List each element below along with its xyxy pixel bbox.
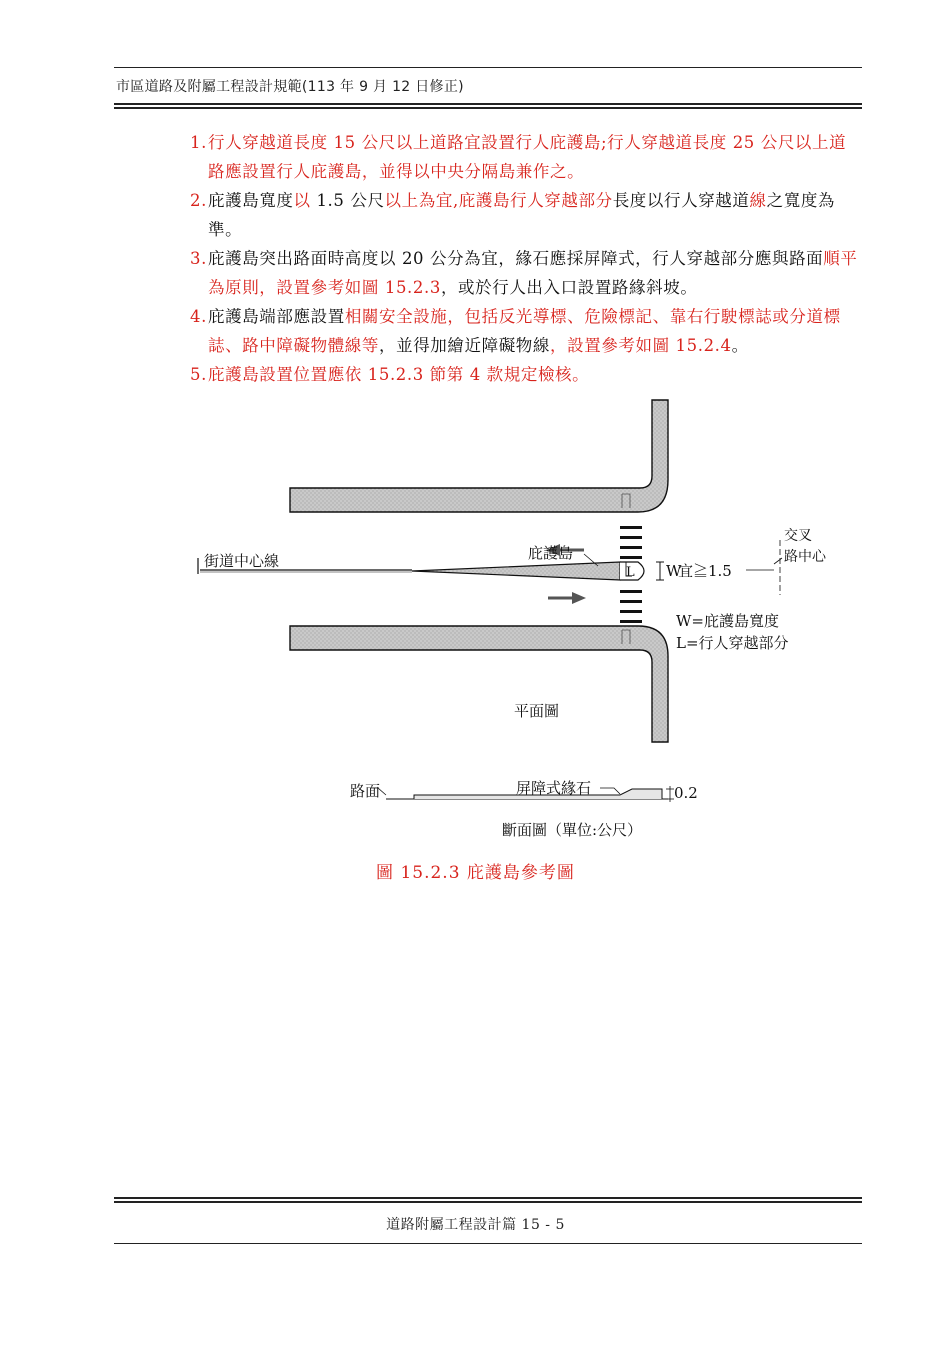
label-width: W [666, 562, 682, 580]
requirement-list [190, 128, 860, 389]
label-intersection-1: 交叉 [784, 528, 812, 544]
text-run: 線 [749, 191, 767, 210]
item-number: 2. [190, 191, 207, 210]
text-run: 以 [293, 191, 311, 210]
footer-rule-thick-top [114, 1197, 862, 1199]
list-item [190, 302, 860, 360]
text-run: 庇護島設置位置應依 15.2.3 節第 4 款規定檢核。 [208, 365, 590, 384]
text-run: 庇護島寬度 [208, 191, 294, 210]
traffic-arrow-right [548, 592, 586, 604]
label-intersection-2: 路中心 [784, 549, 826, 565]
text-run: 相關安全設施，包括反光導標、危險標記、靠右行駛標誌或分道標誌、路中障礙物體線等 [208, 307, 841, 355]
label-height: 0.2 [674, 784, 698, 802]
text-run: 順平 [823, 249, 858, 268]
item-text [208, 249, 858, 297]
plan-title: 平面圖 [514, 702, 560, 720]
item-text [208, 365, 589, 384]
item-text [208, 133, 846, 181]
refuge-island-shape [412, 562, 644, 580]
bottom-sidewalk [290, 626, 668, 742]
text-run: 1.5 公尺 [310, 191, 385, 210]
header-rule-thick-top [114, 103, 862, 105]
text-run: 庇護島端部應設置 [208, 307, 345, 326]
refuge-island-drawing [180, 390, 826, 850]
legend-w: W=庇護島寬度 [676, 612, 779, 630]
item-number: 1. [190, 133, 207, 152]
label-road-surface: 路面 [350, 782, 381, 800]
item-number: 5. [190, 365, 207, 384]
list-item [190, 128, 860, 186]
header-rule-thick-bottom [114, 107, 862, 109]
footer-rule-thick-bottom [114, 1201, 862, 1203]
figure-caption: 圖 15.2.3 庇護島參考圖 [376, 863, 575, 883]
header-rule-thin [114, 67, 862, 68]
item-number: 3. [190, 249, 207, 268]
label-barrier-curb: 屏障式緣石 [516, 779, 592, 797]
label-island: 庇護島 [528, 544, 574, 562]
legend-l: L=行人穿越部分 [676, 634, 789, 652]
label-recommend: 宜≧1.5 [678, 562, 732, 580]
label-centerline: 街道中心線 [204, 552, 280, 570]
text-run: 之寬度為準。 [208, 191, 836, 239]
text-run: ，並得加繪近障礙物線 [379, 336, 550, 355]
refuge-island-figure [180, 390, 826, 854]
text-run: 庇護島突出路面時高度以 20 公分為宜，緣石應採屏障式，行人穿越部分應與路面 [208, 249, 824, 268]
running-header: 市區道路及附屬工程設計規範(113 年 9 月 12 日修正) [116, 79, 464, 95]
page-footer: 道路附屬工程設計篇 15 - 5 [386, 1217, 565, 1233]
list-item [190, 186, 860, 244]
text-run: 長度以行人穿越道 [612, 191, 750, 210]
top-sidewalk [290, 400, 668, 512]
item-number: 4. [190, 307, 207, 326]
label-length: L [626, 565, 635, 580]
text-run: 行人穿越道長度 15 公尺以上道路宜設置行人庇護島;行人穿越道長度 25 公尺以上道路應設置行人庇護島，並得以中央分隔島兼作之。 [208, 133, 847, 181]
item-text [208, 191, 835, 239]
section-title: 斷面圖（單位:公尺） [502, 821, 643, 839]
text-run: 為原則，設置參考如圖 15.2.3 [208, 278, 441, 297]
item-text [208, 307, 841, 355]
list-item [190, 244, 860, 302]
text-run: ，設置參考如圖 15.2.4 [550, 336, 732, 355]
text-run: 。 [731, 336, 749, 355]
footer-rule-thin [114, 1243, 862, 1244]
list-item [190, 360, 860, 389]
text-run: 以上為宜,庇護島行人穿越部分 [384, 191, 613, 210]
text-run: ，或於行人出入口設置路緣斜坡。 [440, 278, 698, 297]
